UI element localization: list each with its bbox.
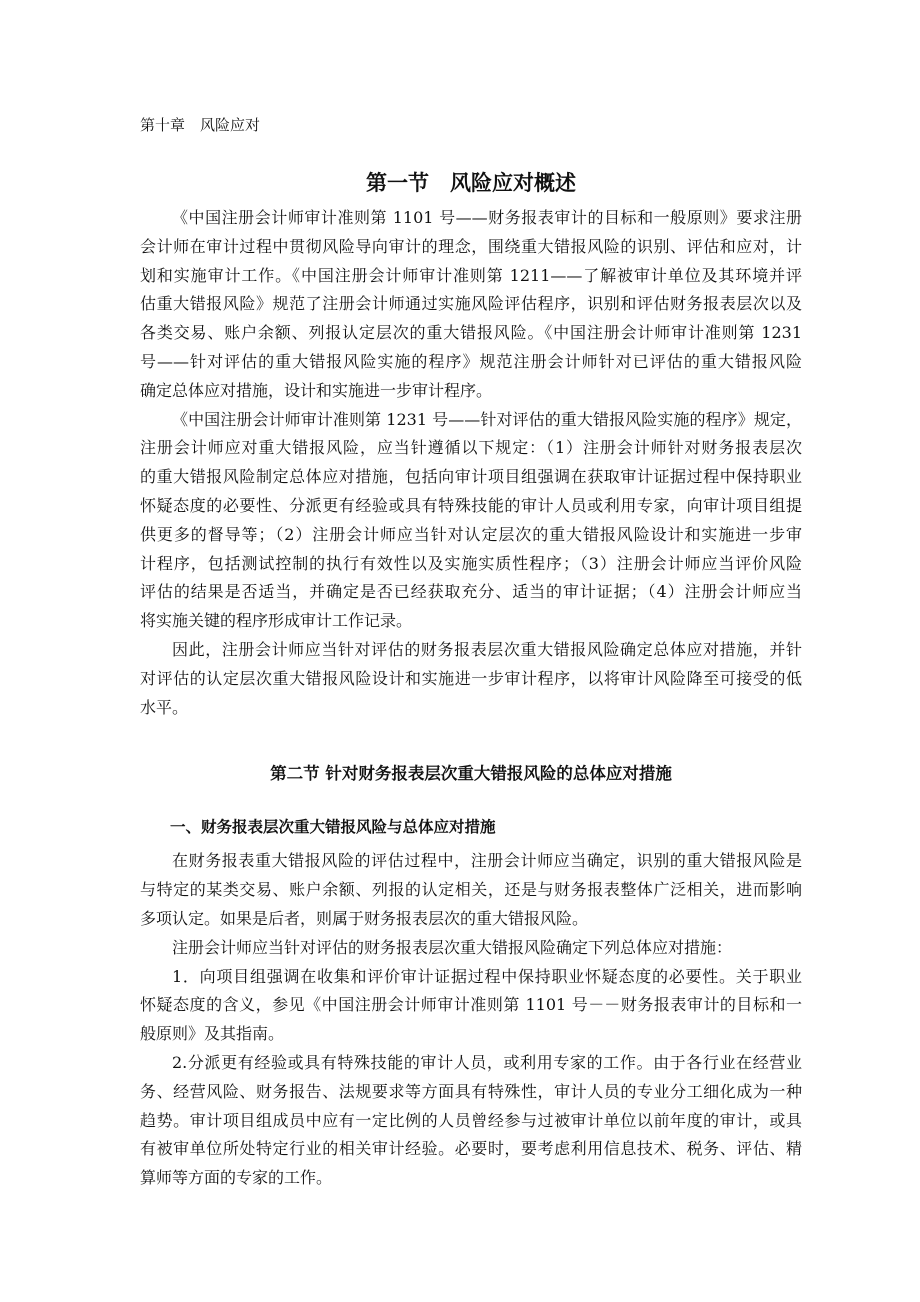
section-2-title: 第二节 针对财务报表层次重大错报风险的总体应对措施 (270, 764, 672, 784)
paragraph (140, 963, 802, 1049)
paragraph-line: 将实施关键的程序形成审计工作记录。 (140, 611, 413, 631)
paragraph-line: 水平。 (140, 697, 189, 717)
section-1-body (140, 204, 802, 722)
paragraph-line: 划和实施审计工作。《中国注册会计师审计准则第 1211——了解被审计单位及其环境并评 (140, 265, 802, 285)
paragraph-line: 算师等方面的专家的工作。 (140, 1168, 333, 1188)
paragraph-line: 因此，注册会计师应当针对评估的财务报表层次重大错报风险确定总体应对措施，并针 (172, 639, 802, 659)
paragraph-line: 会计师在审计过程中贯彻风险导向审计的理念，围绕重大错报风险的识别、评估和应对，计 (140, 236, 802, 256)
paragraph-line: 多项认定。如果是后者，则属于财务报表层次的重大错报风险。 (140, 908, 589, 928)
paragraph-line: 计程序，包括测试控制的执行有效性以及实施实质性程序；（3）注册会计师应当评价风险 (140, 553, 802, 573)
paragraph-line: 注册会计师应对重大错报风险，应当针遵循以下规定：（1）注册会计师针对财务报表层次 (140, 438, 802, 458)
paragraph-line: 号——针对评估的重大错报风险实施的程序》规范注册会计师针对已评估的重大错报风险 (140, 351, 802, 371)
paragraph-line: 般原则》及其指南。 (140, 1024, 285, 1044)
paragraph (140, 934, 802, 963)
paragraph (140, 847, 802, 933)
paragraph (140, 406, 802, 636)
paragraph-line: 在财务报表重大错报风险的评估过程中，注册会计师应当确定，识别的重大错报风险是 (172, 851, 802, 871)
paragraph-line: 供更多的督导等；（2）注册会计师应当针对认定层次的重大错报风险设计和实施进一步审 (140, 524, 802, 544)
paragraph-line: 怀疑态度的含义，参见《中国注册会计师审计准则第 1101 号－－财务报表审计的目标和一 (140, 995, 802, 1015)
paragraph-line: 注册会计师应当针对评估的财务报表层次重大错报风险确定下列总体应对措施： (172, 937, 733, 957)
section-2-body (140, 847, 802, 1193)
paragraph-line: 评估的结果是否适当，并确定是否已经获取充分、适当的审计证据；（4）注册会计师应当 (140, 582, 802, 602)
paragraph (140, 204, 802, 406)
paragraph-line: 估重大错报风险》规范了注册会计师通过实施风险评估程序，识别和评估财务报表层次以及 (140, 294, 802, 314)
paragraph-line: 务、经营风险、财务报告、法规要求等方面具有特殊性，审计人员的专业分工细化成为一种 (140, 1081, 802, 1101)
subsection-title: 一、财务报表层次重大错报风险与总体应对措施 (170, 817, 496, 837)
paragraph-line: 怀疑态度的必要性、分派更有经验或具有特殊技能的审计人员或利用专家，向审计项目组提 (140, 495, 802, 515)
paragraph-line: 趋势。审计项目组成员中应有一定比例的人员曾经参与过被审计单位以前年度的审计，或具 (140, 1110, 802, 1130)
paragraph-line: 有被审单位所处特定行业的相关审计经验。必要时，要考虑利用信息技术、税务、评估、精 (140, 1139, 802, 1159)
paragraph (140, 1049, 802, 1193)
section-1-title: 第一节 风险应对概述 (366, 170, 576, 195)
paragraph-line: 《中国注册会计师审计准则第 1101 号——财务报表审计的目标和一般原则》要求注册 (172, 208, 802, 227)
paragraph-line: 《中国注册会计师审计准则第 1231 号——针对评估的重大错报风险实施的程序》规定， (172, 409, 802, 429)
paragraph-line: 与特定的某类交易、账户余额、列报的认定相关，还是与财务报表整体广泛相关，进而影响 (140, 880, 802, 900)
paragraph-line: 1．向项目组强调在收集和评价审计证据过程中保持职业怀疑态度的必要性。关于职业 (172, 966, 802, 986)
paragraph (140, 636, 802, 722)
paragraph-line: 确定总体应对措施，设计和实施进一步审计程序。 (140, 380, 493, 400)
paragraph-line: 对评估的认定层次重大错报风险设计和实施进一步审计程序，以将审计风险降至可接受的低 (140, 668, 802, 688)
paragraph-line: 各类交易、账户余额、列报认定层次的重大错报风险。《中国注册会计师审计准则第 1231 (140, 323, 802, 343)
document-page (140, 112, 802, 1193)
paragraph-line: 2.分派更有经验或具有特殊技能的审计人员，或利用专家的工作。由于各行业在经营业 (172, 1052, 802, 1072)
paragraph-line: 的重大错报风险制定总体应对措施，包括向审计项目组强调在获取审计证据过程中保持职业 (140, 467, 802, 487)
chapter-title: 第十章 风险应对 (140, 116, 261, 134)
